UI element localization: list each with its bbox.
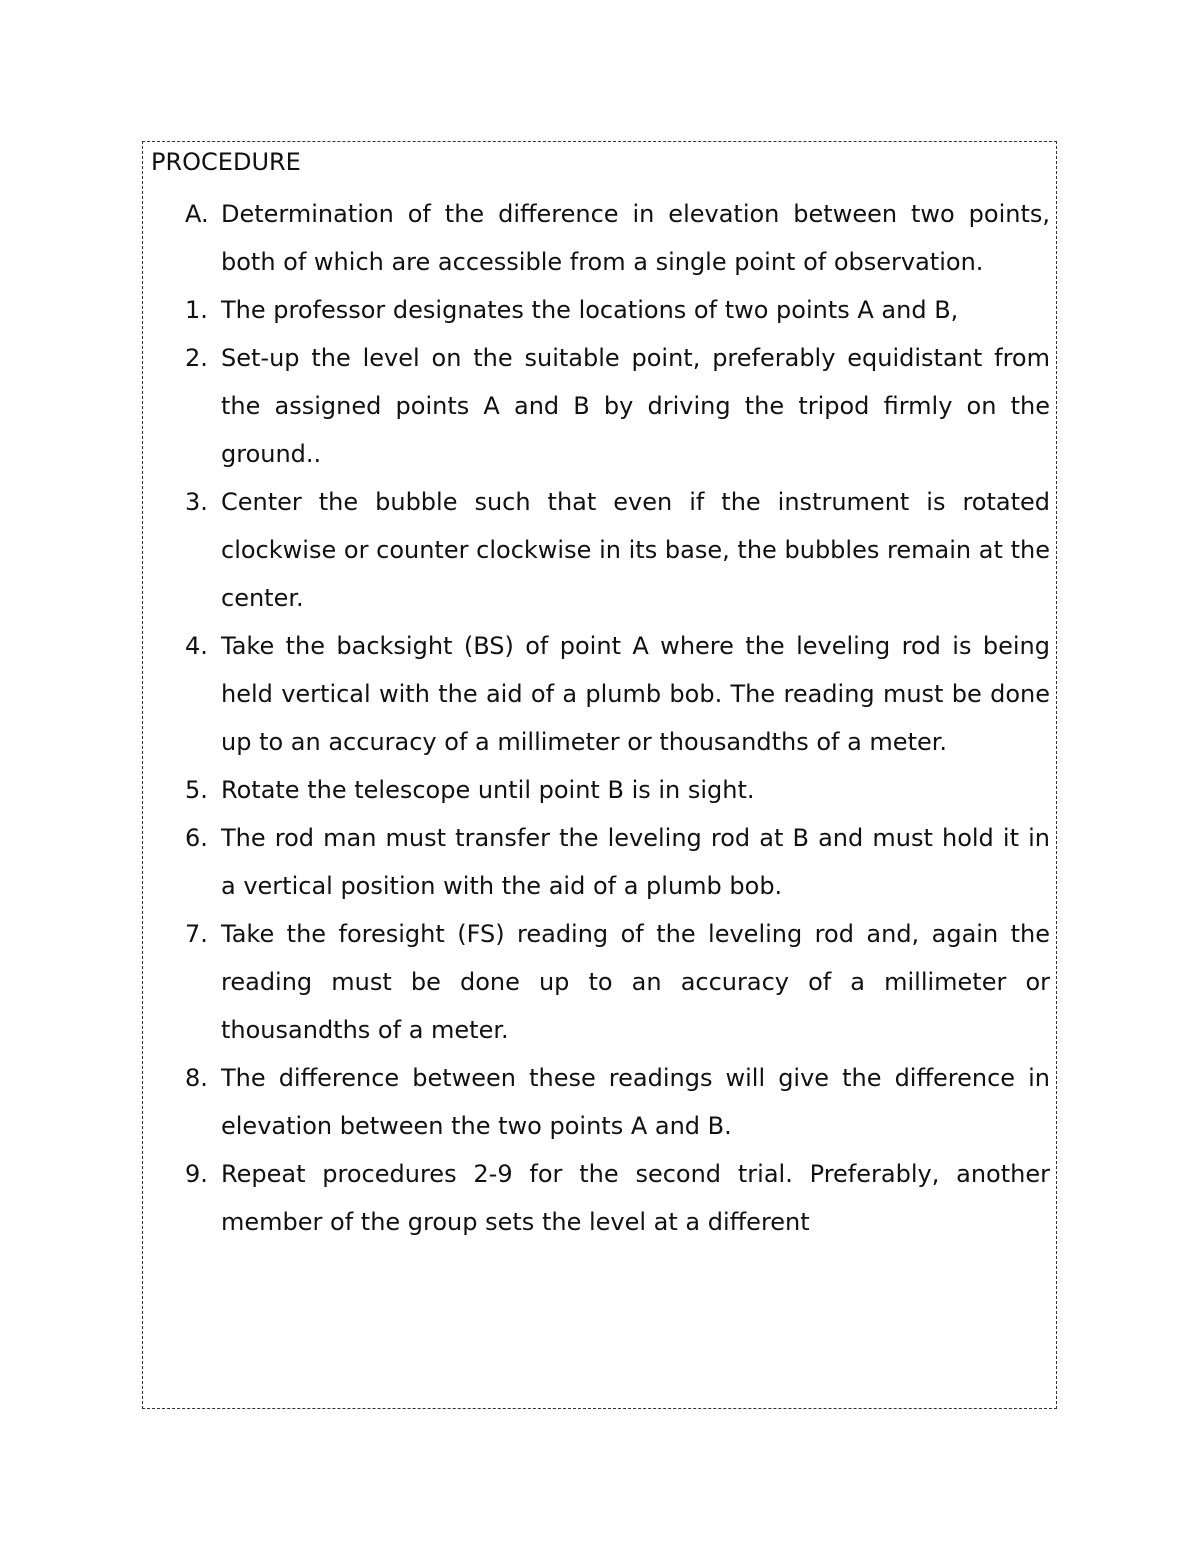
list-marker: 7. — [185, 920, 208, 948]
list-marker: A. — [185, 200, 209, 228]
list-item-8 — [143, 1054, 1057, 1150]
list-item-3 — [143, 478, 1057, 622]
list-marker: 1. — [185, 296, 208, 324]
list-item-text: The professor designates the locations of two points A and B, — [221, 296, 959, 324]
list-item-1 — [143, 286, 1057, 334]
list-item-4 — [143, 622, 1057, 766]
list-item-text: Rotate the telescope until point B is in sight. — [221, 776, 755, 804]
list-marker: 5. — [185, 776, 208, 804]
list-item-6 — [143, 814, 1057, 910]
list-marker: 6. — [185, 824, 208, 852]
list-item-a — [143, 190, 1057, 286]
list-item-text: Set-up the level on the suitable point, preferably equidistant from the assigned points A and B by driving the tripod firmly on the ground.. — [221, 344, 1050, 468]
procedure-list — [143, 190, 1057, 1246]
list-marker: 8. — [185, 1064, 208, 1092]
list-marker: 9. — [185, 1160, 208, 1188]
list-marker: 3. — [185, 488, 208, 516]
list-item-text: Take the backsight (BS) of point A where the leveling rod is being held vertical with the aid of a plumb bob. The reading must be done up to an accuracy of a millimeter or thousandths of a meter. — [221, 632, 1050, 756]
list-item-2 — [143, 334, 1057, 478]
list-marker: 4. — [185, 632, 208, 660]
list-item-5 — [143, 766, 1057, 814]
list-item-text: The difference between these readings will give the difference in elevation between the two points A and B. — [221, 1064, 1050, 1140]
list-item-text: Repeat procedures 2-9 for the second trial. Preferably, another member of the group sets the level at a different — [221, 1160, 1050, 1236]
section-heading: PROCEDURE — [151, 148, 301, 176]
list-item-text: The rod man must transfer the leveling rod at B and must hold it in a vertical position with the aid of a plumb bob. — [221, 824, 1050, 900]
list-item-text: Take the foresight (FS) reading of the leveling rod and, again the reading must be done up to an accuracy of a millimeter or thousandths of a meter. — [221, 920, 1050, 1044]
list-item-9 — [143, 1150, 1057, 1246]
list-marker: 2. — [185, 344, 208, 372]
list-item-text: Determination of the difference in elevation between two points, both of which are accessible from a single point of observation. — [221, 200, 1050, 276]
list-item-7 — [143, 910, 1057, 1054]
procedure-box — [142, 141, 1057, 1409]
list-item-text: Center the bubble such that even if the instrument is rotated clockwise or counter clockwise in its base, the bubbles remain at the center. — [221, 488, 1050, 612]
